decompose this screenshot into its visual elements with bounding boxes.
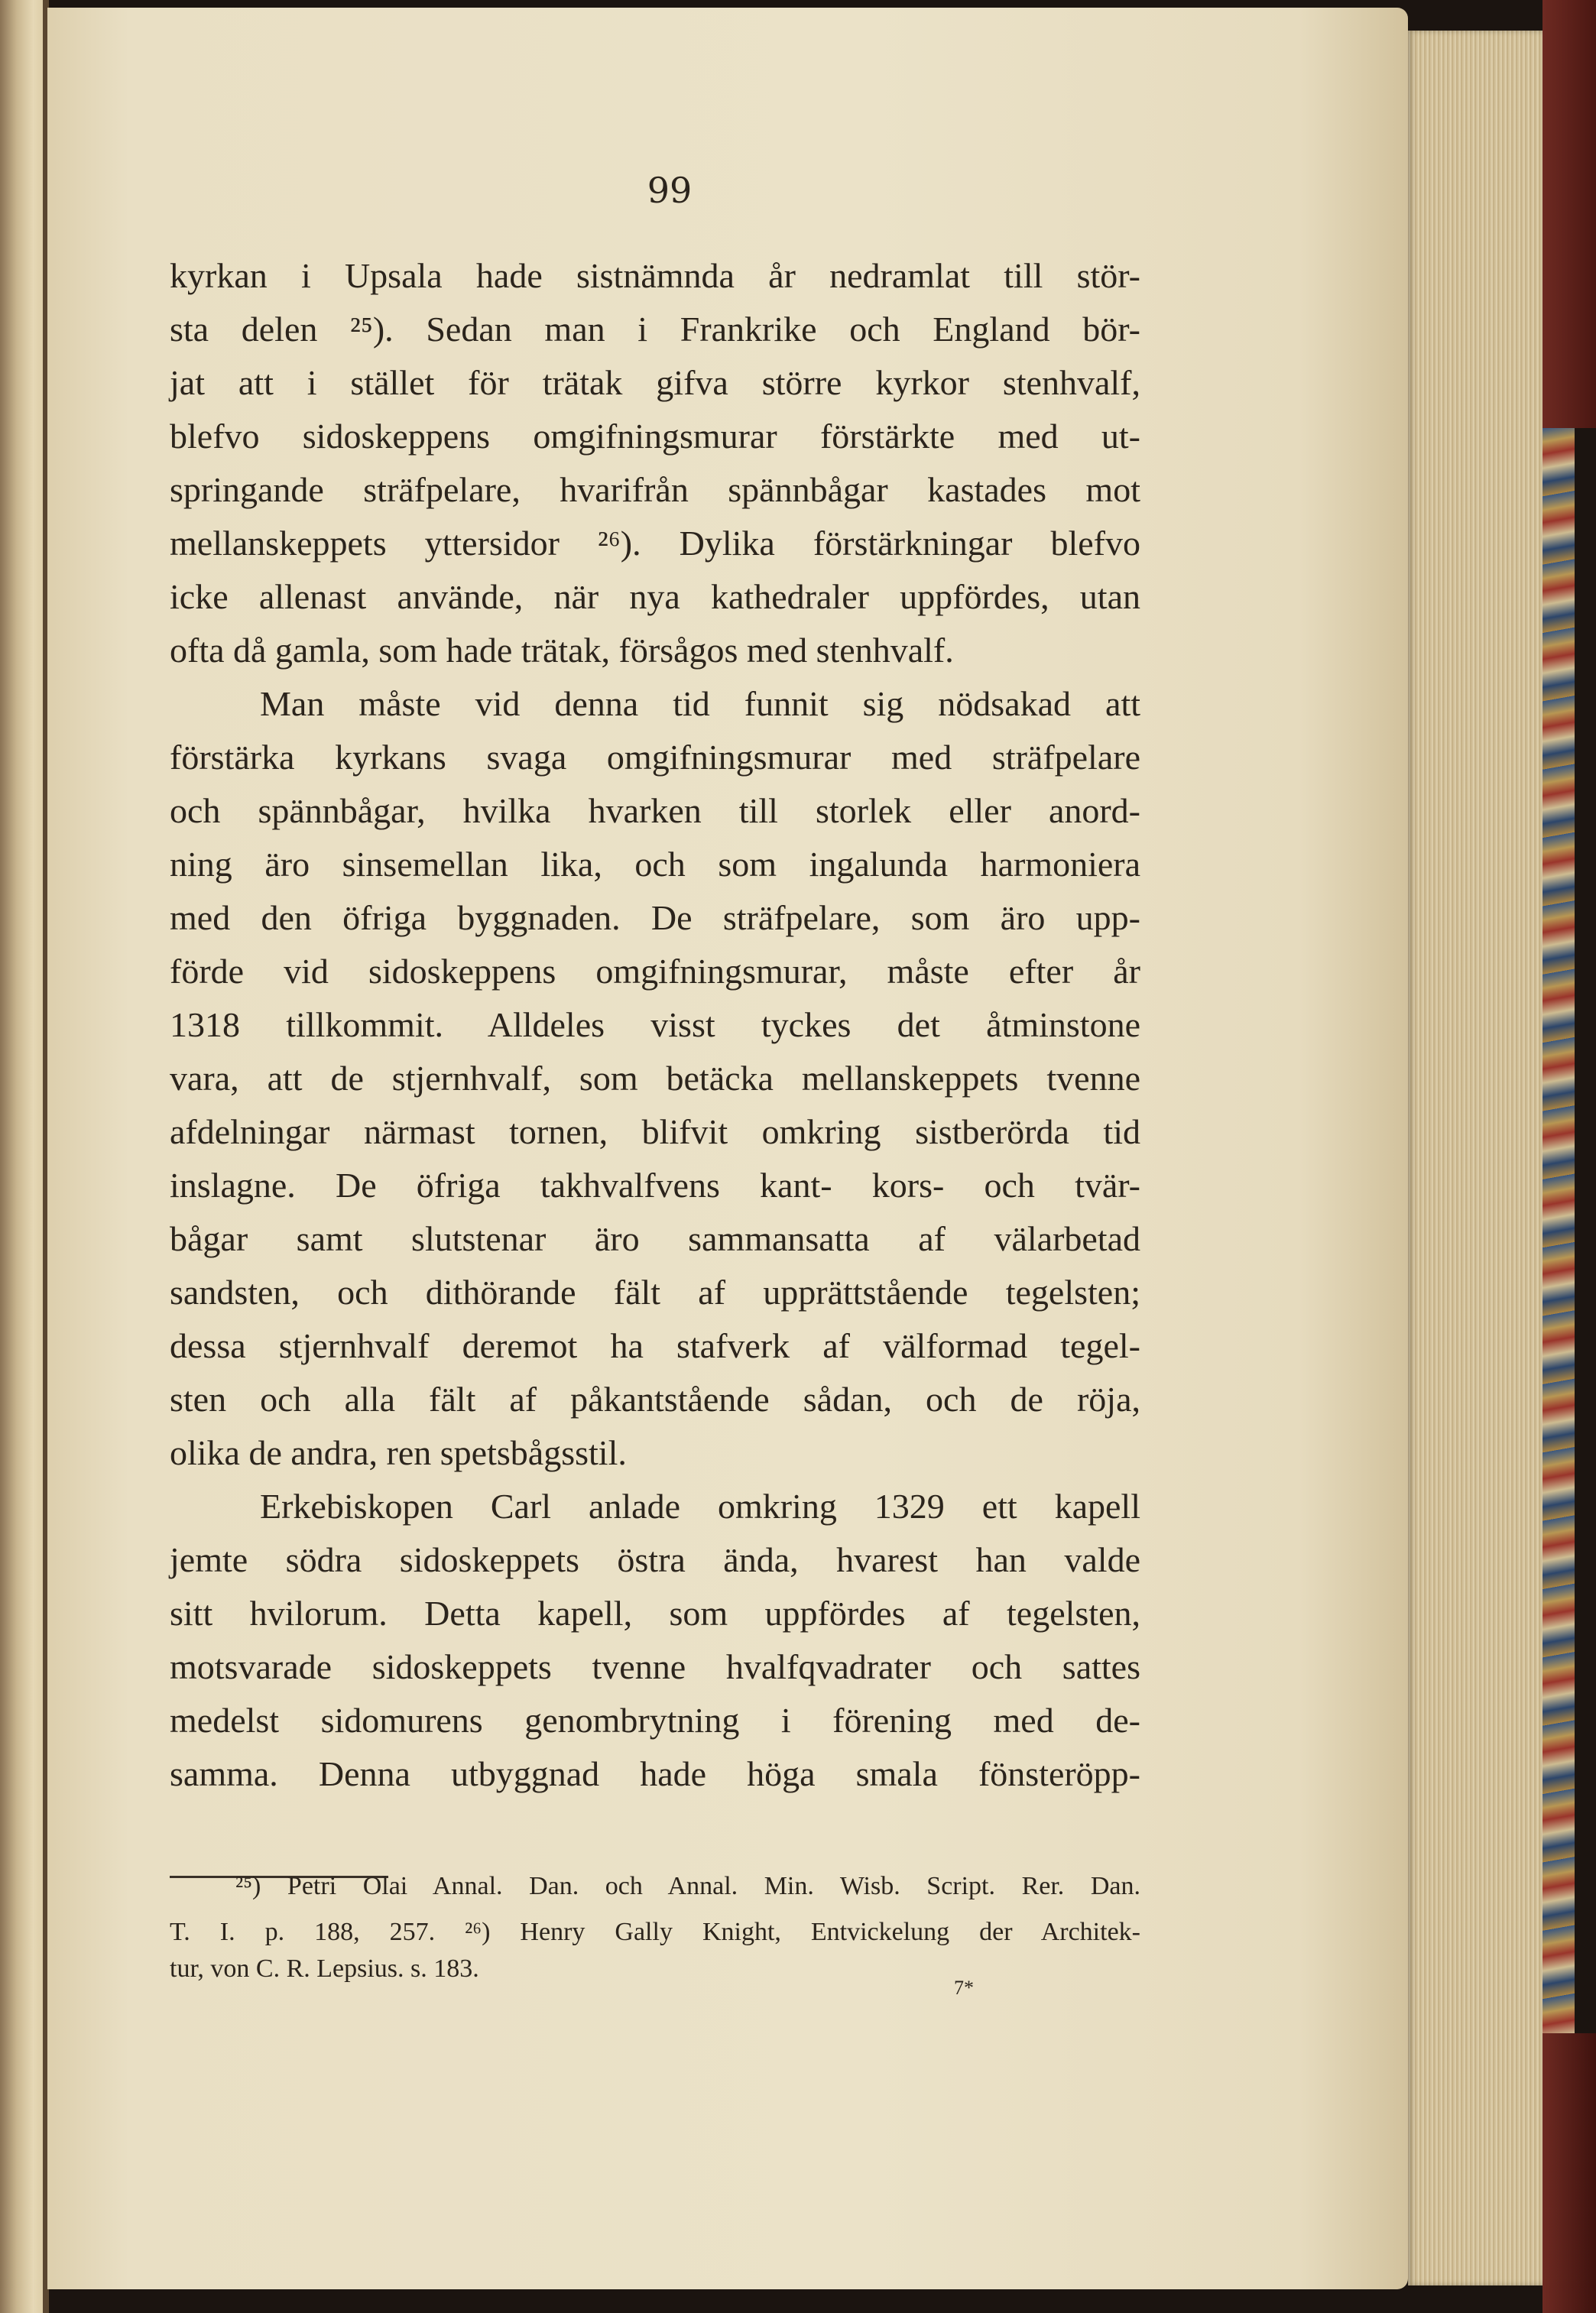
text-line: 1318 tillkommit. Alldeles visst tyckes det åtminstone	[170, 1005, 1140, 1044]
book-cover-bottom	[1542, 2033, 1596, 2313]
text-line: jat att i stället för trätak gifva större kyrkor stenhvalf,	[170, 363, 1140, 402]
text-line: afdelningar närmast tornen, blifvit omkring sistberörda tid	[170, 1112, 1140, 1151]
text-line: Erkebiskopen Carl anlade omkring 1329 ett kapell	[260, 1487, 1140, 1526]
text-line: vara, att de stjernhvalf, som betäcka mellanskeppets tvenne	[170, 1059, 1140, 1098]
footnote-line: tur, von C. R. Lepsius. s. 183.	[170, 1955, 479, 1983]
text-line: sitt hvilorum. Detta kapell, som uppfördes af tegelsten,	[170, 1594, 1140, 1633]
text-line: samma. Denna utbyggnad hade höga smala fönsteröpp-	[170, 1754, 1140, 1793]
marbled-page-edge	[1542, 428, 1575, 2033]
text-line: och spännbågar, hvilka hvarken till storlek eller anord-	[170, 791, 1140, 830]
text-line: med den öfriga byggnaden. De sträfpelare, som äro upp-	[170, 898, 1140, 937]
text-line: icke allenast använde, när nya kathedraler uppfördes, utan	[170, 577, 1140, 616]
page-number: 99	[647, 170, 693, 211]
text-line: dessa stjernhvalf deremot ha stafverk af välformad tegel-	[170, 1326, 1140, 1365]
text-line: sta delen ²⁵). Sedan man i Frankrike och England bör-	[170, 310, 1140, 349]
text-line: inslagne. De öfriga takhvalfvens kant- kors- och tvär-	[170, 1166, 1140, 1205]
signature-mark: 7*	[954, 1977, 974, 1999]
footnote-line: ²⁵) Petri Olai Annal. Dan. och Annal. Min. Wisb. Script. Rer. Dan.	[235, 1872, 1140, 1900]
footnote-line: T. I. p. 188, 257. ²⁶) Henry Gally Knight, Entvickelung der Architek-	[170, 1918, 1140, 1946]
facing-page-edge	[0, 0, 47, 2313]
text-line: förstärka kyrkans svaga omgifningsmurar med sträfpelare	[170, 738, 1140, 777]
text-line: springande sträfpelare, hvarifrån spännbågar kastades mot	[170, 470, 1140, 509]
text-line: mellanskeppets yttersidor ²⁶). Dylika förstärkningar blefvo	[170, 524, 1140, 563]
text-line: kyrkan i Upsala hade sistnämnda år nedramlat till stör-	[170, 256, 1140, 295]
text-line: sandsten, och dithörande fält af upprättstående tegelsten;	[170, 1273, 1140, 1312]
text-line: sten och alla fält af påkantstående sådan, och de röja,	[170, 1380, 1140, 1419]
fore-edge-pages	[1408, 31, 1542, 2285]
text-line: bågar samt slutstenar äro sammansatta af välarbetad	[170, 1219, 1140, 1258]
book-cover-top	[1542, 0, 1596, 428]
text-line: jemte södra sidoskeppets östra ända, hvarest han valde	[170, 1540, 1140, 1579]
text-line: Man måste vid denna tid funnit sig nödsakad att	[260, 684, 1140, 723]
text-line: medelst sidomurens genombrytning i förening med de-	[170, 1701, 1140, 1740]
text-line: ning äro sinsemellan lika, och som ingalunda harmoniera	[170, 845, 1140, 884]
text-line: blefvo sidoskeppens omgifningsmurar förstärkte med ut-	[170, 417, 1140, 456]
text-line: olika de andra, ren spetsbågsstil.	[170, 1433, 627, 1472]
text-line: ofta då gamla, som hade trätak, försågos med stenhvalf.	[170, 631, 954, 670]
text-line: motsvarade sidoskeppets tvenne hvalfqvadrater och sattes	[170, 1647, 1140, 1686]
text-line: förde vid sidoskeppens omgifningsmurar, måste efter år	[170, 952, 1140, 991]
